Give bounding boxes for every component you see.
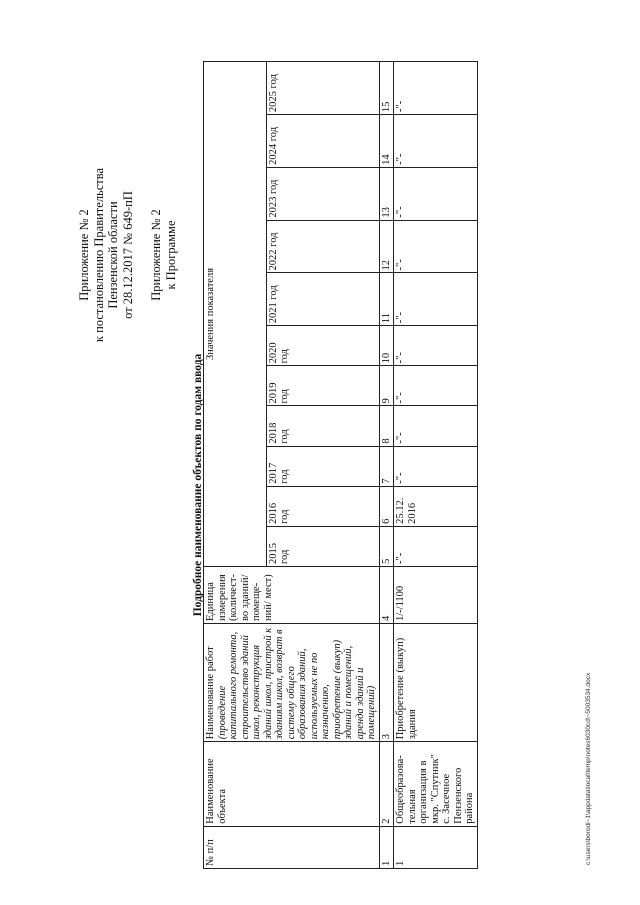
table-title: Подробное наименование объектов по годам ввода [192, 353, 204, 617]
year-header: 2019 год [266, 366, 379, 406]
column-number: 3 [379, 624, 394, 742]
column-number: 9 [379, 366, 394, 406]
column-number: 8 [379, 406, 394, 446]
works-detail: (проведение капитального ремонта, строительство зданий школ, реконструкция зданий школ, пристрой к зданиям школ, возврат в систему общего образования зданий, используемых не по назначению, приобретение (выкуп) зданий и помещений, аренда зданий и помещений) [216, 627, 377, 740]
header-line: от 28.12.2017 № 649-пП [120, 191, 135, 319]
col-header-works [204, 624, 380, 742]
row-object: Общеобразова-тельная организация в мкр. "Спутник" с. Засечное Пензенского района [394, 742, 478, 826]
row-value: -"- [394, 526, 478, 566]
header-line: Пензенской области [106, 201, 120, 309]
row-value: -"- [394, 115, 478, 168]
column-number: 13 [379, 167, 394, 220]
row-works: Приобретение (выкуп) здания [394, 624, 478, 742]
column-number: 2 [379, 742, 394, 826]
year-header: 2015 год [266, 526, 379, 566]
header-row [204, 62, 267, 869]
row-value: -"- [394, 366, 478, 406]
col-header-unit: Единица измерения (количест-во зданий/ помеще-ний/ мест) [204, 567, 380, 624]
row-value: -"- [394, 62, 478, 115]
column-number-row [379, 62, 394, 869]
works-title: Наименование работ [205, 646, 216, 740]
row-value: -"- [394, 220, 478, 273]
file-path-footer: c:\users\borodi~1\appdata\local\temp\notes6030cd\~5003534.docx [585, 672, 592, 865]
year-header: 2023 год [266, 167, 379, 220]
year-header: 2024 год [266, 115, 379, 168]
row-value: -"- [394, 446, 478, 486]
column-number: 12 [379, 220, 394, 273]
col-header-values-group: Значения показателя [204, 62, 267, 567]
column-number: 14 [379, 115, 394, 168]
column-number: 15 [379, 62, 394, 115]
header-line: к постановлению Правительства [91, 167, 106, 343]
row-value: -"- [394, 406, 478, 446]
year-header: 2020 год [266, 326, 379, 366]
year-header: 2025 год [266, 62, 379, 115]
header-line: Приложение № 2 [77, 209, 91, 301]
header-line: Приложение № 2 [149, 209, 163, 301]
column-number: 7 [379, 446, 394, 486]
column-number: 5 [379, 526, 394, 566]
column-number: 4 [379, 567, 394, 624]
column-number: 6 [379, 486, 394, 526]
objects-table [203, 61, 478, 869]
row-value: -"- [394, 273, 478, 326]
header-line: к Программе [163, 220, 178, 290]
column-number: 10 [379, 326, 394, 366]
year-header: 2022 год [266, 220, 379, 273]
row-num: 1 [394, 826, 478, 868]
column-number: 1 [379, 826, 394, 868]
year-header: 2017 год [266, 446, 379, 486]
approval-header [77, 125, 178, 385]
row-value: -"- [394, 167, 478, 220]
row-value: 25.12. 2016 [394, 486, 478, 526]
year-header: 2021 год [266, 273, 379, 326]
row-unit: 1/-/1100 [394, 567, 478, 624]
col-header-object: Наименование объекта [204, 742, 380, 826]
column-number: 11 [379, 273, 394, 326]
year-header: 2018 год [266, 406, 379, 446]
year-header: 2016 год [266, 486, 379, 526]
col-header-num: № п/п [204, 826, 380, 868]
row-value: -"- [394, 326, 478, 366]
table-row [394, 62, 478, 869]
